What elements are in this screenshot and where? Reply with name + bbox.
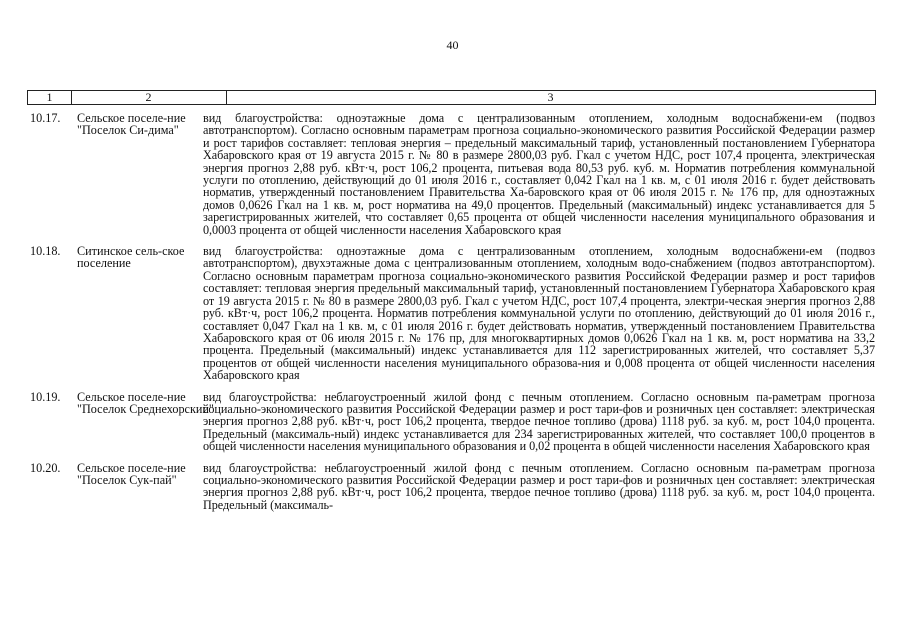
header-col-2: 2 [71,91,227,104]
table-body [27,112,876,520]
table-row [27,462,876,512]
table-row [27,245,876,381]
settlement-name: Сельское поселе-ние "Поселок Среднехорский" [77,389,214,416]
table-header [27,90,876,105]
header-col-3: 3 [547,90,554,104]
table-row [27,391,876,453]
table-row [27,112,876,236]
page-number: 40 [446,38,459,52]
settlement-name: Сельское поселе-ние "Поселок Сук-пай" [77,460,186,487]
row-number: 10.20. [30,460,61,475]
row-description: вид благоустройства: одноэтажные дома с централизованным отоплением, холодным водоснабжени-ем (подвоз автотранспортом). Согласно основным параметрам прогноза социально-экономического развития Российской Федерации размер и рост тарифов составляет: тепловая энергия – предельный максимальный тариф, установленный постановлением Губернатора Хабаровского края от 19 августа 2015 г. № 80 в размере 2800,03 руб. Гкал с учетом НДС, рост 107,4 процента, электрическая энергия прогноз 2,88 руб. кВт·ч, рост 106,2 процента, питьевая вода 80,53 руб. куб. м. Норматив потребления коммунальной услуги по отоплению, действующий до 01 июля 2016 г., составляет 0,042 Гкал на 1 кв. м, с 01 июля 2016 г. будет действовать норматив, утвержденный постановлением Правительства Ха-баровского края от 06 июля 2015 г. № 176 пр, для одноэтажных домов 0,0626 Гкал на 1 кв. м, рост норматива на 49,0 процентов. Предельный (максимальный) индекс устанавливается для 5 зарегистрированных жителей, что составляет 0,65 процента от общей численности населения муниципального образования и 0,0003 процента от общей численности населения Хабаровского края [203,111,875,237]
row-description: вид благоустройства: одноэтажные дома с централизованным отоплением, холодным водоснабжени-ем (подвоз автотранспортом), двухэтажные дома с централизованным отоплением, холодным водо-снабжением (подвоз автотранспортом). Согласно основным параметрам прогноза социально-экономического развития Российской Федерации размер и рост тарифов составляет: тепловая энергия предельный максимальный тариф, установленный постановлением Губернатора Хабаровского края от 19 августа 2015 г. № 80 в размере 2800,03 руб. Гкал с учетом НДС, рост 107,4 процента, электри-ческая энергия прогноз 2,88 руб. кВт·ч, рост 106,2 процента. Норматив потребления коммунальной услуги по отоплению, действующий до 01 июля 2016 г., составляет 0,047 Гкал на 1 кв. м, с 01 июля 2016 г. будет действовать норматив, утвержденный постановлением Правительства Хабаровского края от 06 июля 2015 г. № 176 пр, для многоквартирных домов 0,0626 Гкал на 1 кв. м, рост норматива на 33,2 процента. Предельный (максимальный) индекс устанавливается для 112 зарегистрированных жителей, что составляет 5,37 процентов от общей численности населения муниципального образова-ния и 0,008 процента от общей численности населения Хабаровского края [203,244,875,383]
row-description: вид благоустройства: неблагоустроенный жилой фонд с печным отоплением. Согласно основным па-раметрам прогноза социально-экономического развития Российской Федерации размер и рост тари-фов и розничных цен составляет: электрическая энергия прогноз 2,88 руб. кВт·ч, рост 106,2 процента, твердое печное топливо (дрова) 1118 руб. за куб. м, рост 104,0 процента. Предельный (максималь- [203,460,875,512]
settlement-name: Сельское поселе-ние "Поселок Си-дима" [77,111,186,138]
row-number: 10.18. [30,244,61,259]
row-number: 10.19. [30,389,61,404]
settlement-name: Ситинское сель-ское поселение [77,244,185,271]
header-col-1: 1 [28,91,72,104]
row-description: вид благоустройства: неблагоустроенный жилой фонд с печным отоплением. Согласно основным па-раметрам прогноза социально-экономического развития Российской Федерации размер и рост тари-фов и розничных цен составляет: электрическая энергия прогноз 2,88 руб. кВт·ч, рост 106,2 процента, твердое печное топливо (дрова) 1118 руб. за куб. м, рост 104,0 процента. Предельный (максималь-ный) индекс устанавливается для 234 зарегистрированных жителей, что составляет 100,0 процентов в общей численности населения муниципального образования и 0,02 процента в общей численности населения Хабаровского края [203,389,875,454]
row-number: 10.17. [30,111,61,125]
